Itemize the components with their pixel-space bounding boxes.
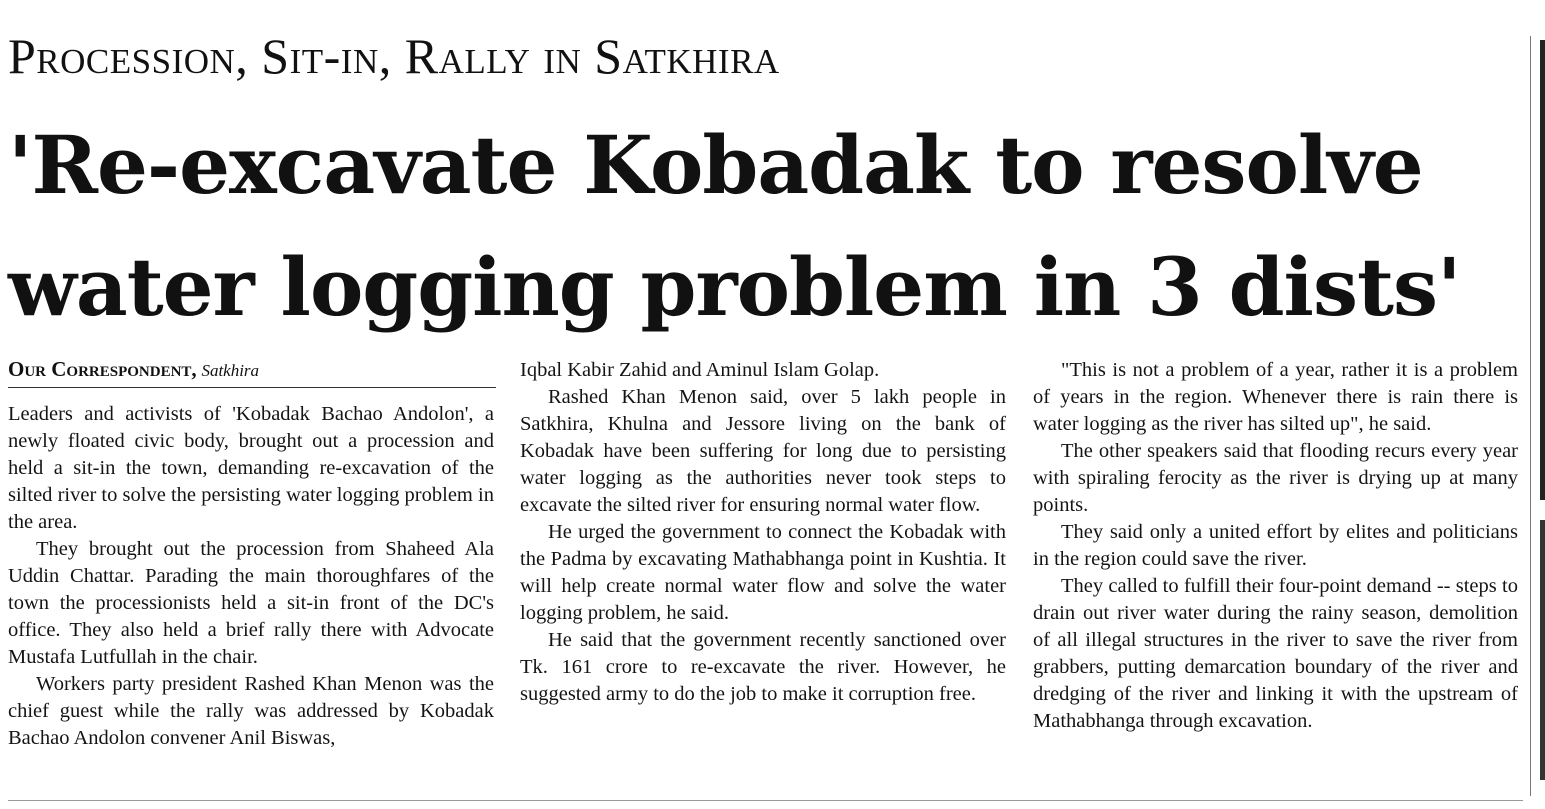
paragraph: They called to fulfill their four-point demand -- steps to drain out river water during the rainy season, demolition of all illegal structures in the river to save the river from grabbers, putting demarcation boundary of the river and dredging of the river and linking it with the upstream of Mathabhanga through excavation.	[1033, 575, 1518, 732]
byline-author: Our Correspondent,	[8, 357, 197, 381]
byline-divider	[8, 387, 496, 388]
bottom-divider	[8, 800, 1523, 801]
paragraph: "This is not a problem of a year, rather it is a problem of years in the region. Whenever there is rain there is water logging as the river has silted up", he said.	[1033, 359, 1518, 435]
paragraph: Rashed Khan Menon said, over 5 lakh people in Satkhira, Khulna and Jessore living on the bank of Kobadak have been suffering for long due to persisting water logging as the authorities never took steps to excavate the silted river for ensuring normal water flow.	[520, 386, 1006, 516]
paragraph: Iqbal Kabir Zahid and Aminul Islam Golap.	[520, 359, 880, 381]
paragraph: Leaders and activists of 'Kobadak Bachao Andolon', a newly floated civic body, brought out a procession and held a sit-in the town, demanding re-excavation of the silted river to solve the persisting water logging problem in the area.	[8, 403, 494, 533]
byline	[8, 358, 259, 382]
column-divider	[1530, 36, 1531, 796]
page-edge	[1540, 520, 1545, 780]
headline-line-2: water logging problem in 3 dists'	[8, 240, 1461, 334]
article-column-2	[520, 357, 1006, 708]
paragraph: Workers party president Rashed Khan Menon was the chief guest while the rally was addressed by Kobadak Bachao Andolon convener Anil Biswas,	[8, 673, 494, 749]
paragraph: The other speakers said that flooding recurs every year with spiraling ferocity as the river is drying up at many points.	[1033, 440, 1518, 516]
article-column-1	[8, 401, 494, 752]
article-kicker: Procession, Sit-in, Rally in Satkhira	[8, 28, 780, 84]
page-edge	[1540, 40, 1545, 500]
paragraph: They brought out the procession from Shaheed Ala Uddin Chattar. Parading the main thoroughfares of the town the processionists held a sit-in front of the DC's office. They also held a brief rally there with Advocate Mustafa Lutfullah in the chair.	[8, 538, 494, 668]
paragraph: He urged the government to connect the Kobadak with the Padma by excavating Mathabhanga point in Kushtia. It will help create normal water flow and solve the water logging problem, he said.	[520, 521, 1006, 624]
byline-location: Satkhira	[201, 361, 260, 380]
paragraph: He said that the government recently sanctioned over Tk. 161 crore to re-excavate the river. However, he suggested army to do the job to make it corruption free.	[520, 629, 1006, 705]
headline-line-1: 'Re-excavate Kobadak to resolve	[8, 118, 1423, 212]
article-column-3	[1033, 357, 1518, 735]
article-headline	[8, 104, 1518, 348]
paragraph: They said only a united effort by elites and politicians in the region could save the river.	[1033, 521, 1518, 570]
